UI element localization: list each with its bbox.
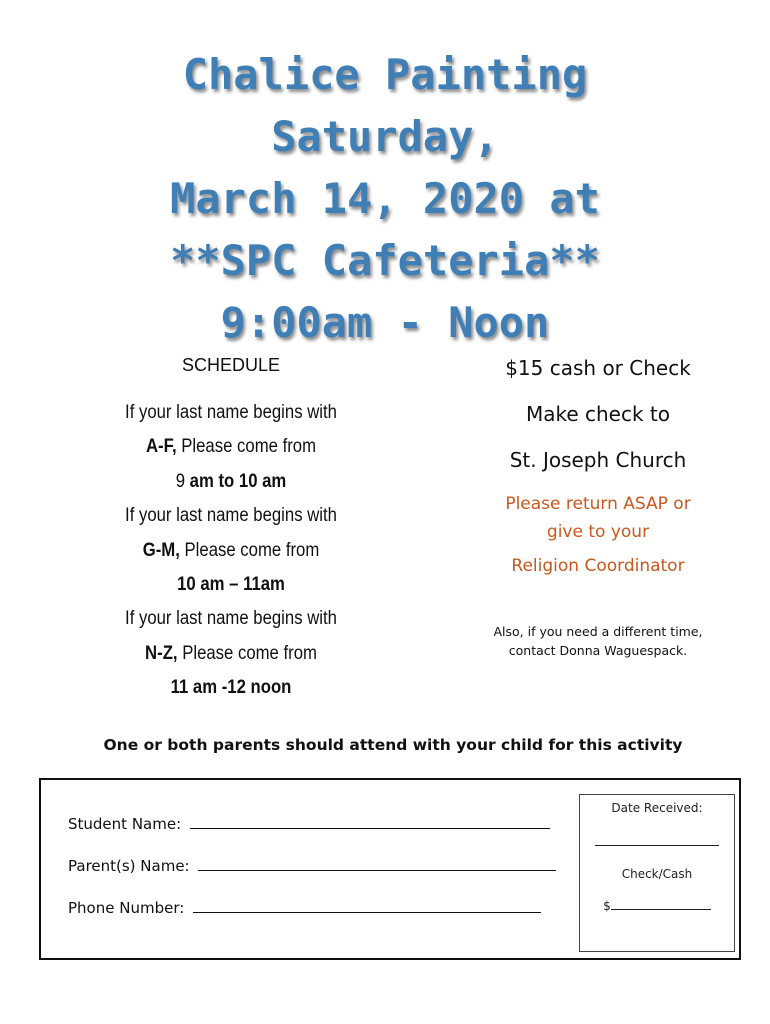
date-received-line-row: [580, 835, 734, 849]
parents-notice: One or both parents should attend with your child for this activity: [103, 736, 683, 754]
date-received-line[interactable]: [595, 835, 719, 846]
parent-name-label: Parent(s) Name:: [68, 857, 190, 875]
flyer-title: [0, 44, 770, 354]
letters: N-Z,: [145, 642, 178, 664]
return-line: Religion Coordinator: [511, 556, 685, 576]
schedule-time-row: [109, 568, 354, 602]
payment-section: [478, 356, 718, 660]
time-prefix: 9: [175, 470, 186, 492]
amount-line[interactable]: [611, 899, 711, 910]
parent-name-line[interactable]: [198, 856, 556, 871]
letters: A-F,: [145, 436, 177, 458]
come-from: Please come from: [184, 539, 320, 561]
come-from: Please come from: [181, 436, 317, 458]
schedule-time-row: [109, 465, 354, 499]
title-line: March 14, 2020 at: [170, 174, 600, 223]
return-line: Please return ASAP or: [505, 494, 691, 514]
time: am to 10 am: [189, 470, 287, 492]
office-use-box: [579, 794, 735, 952]
registration-form: [39, 778, 741, 960]
schedule-intro: If your last name begins with: [125, 608, 337, 630]
student-name-field[interactable]: [68, 814, 550, 833]
title-line: **SPC Cafeteria**: [170, 236, 600, 285]
time: 10 am – 11am: [177, 574, 285, 596]
parent-name-field[interactable]: [68, 856, 556, 875]
phone-number-line[interactable]: [193, 898, 541, 913]
title-line: Chalice Painting: [182, 50, 588, 99]
make-check-text: Make check to: [525, 402, 671, 426]
schedule-intro: If your last name begins with: [125, 505, 337, 527]
schedule-heading: SCHEDULE: [181, 355, 281, 375]
price-text: $15 cash or Check: [505, 356, 691, 380]
schedule-intro: If your last name begins with: [125, 402, 337, 423]
schedule-section: [92, 350, 370, 706]
student-name-label: Student Name:: [68, 815, 182, 833]
dollar-sign: $: [603, 899, 611, 913]
payee-text: St. Joseph Church: [509, 448, 687, 472]
come-from: Please come from: [182, 642, 317, 664]
note-line: contact Donna Waguespack.: [508, 643, 688, 658]
amount-row: [580, 899, 734, 913]
schedule-letters-row: [109, 430, 354, 464]
note-line: Also, if you need a different time,: [493, 624, 703, 639]
title-line: 9:00am - Noon: [220, 298, 550, 347]
date-received-label: Date Received:: [611, 801, 703, 815]
schedule-time-row: [109, 671, 354, 705]
title-line: Saturday,: [271, 112, 499, 161]
phone-number-label: Phone Number:: [68, 899, 185, 917]
time: 11 am -12 noon: [170, 677, 292, 699]
letters: G-M,: [142, 539, 180, 561]
check-cash-label: Check/Cash: [621, 867, 693, 881]
return-line: give to your: [546, 522, 650, 542]
student-name-line[interactable]: [190, 814, 550, 829]
phone-number-field[interactable]: [68, 898, 541, 917]
schedule-letters-row: [109, 637, 354, 671]
schedule-letters-row: [109, 534, 354, 568]
